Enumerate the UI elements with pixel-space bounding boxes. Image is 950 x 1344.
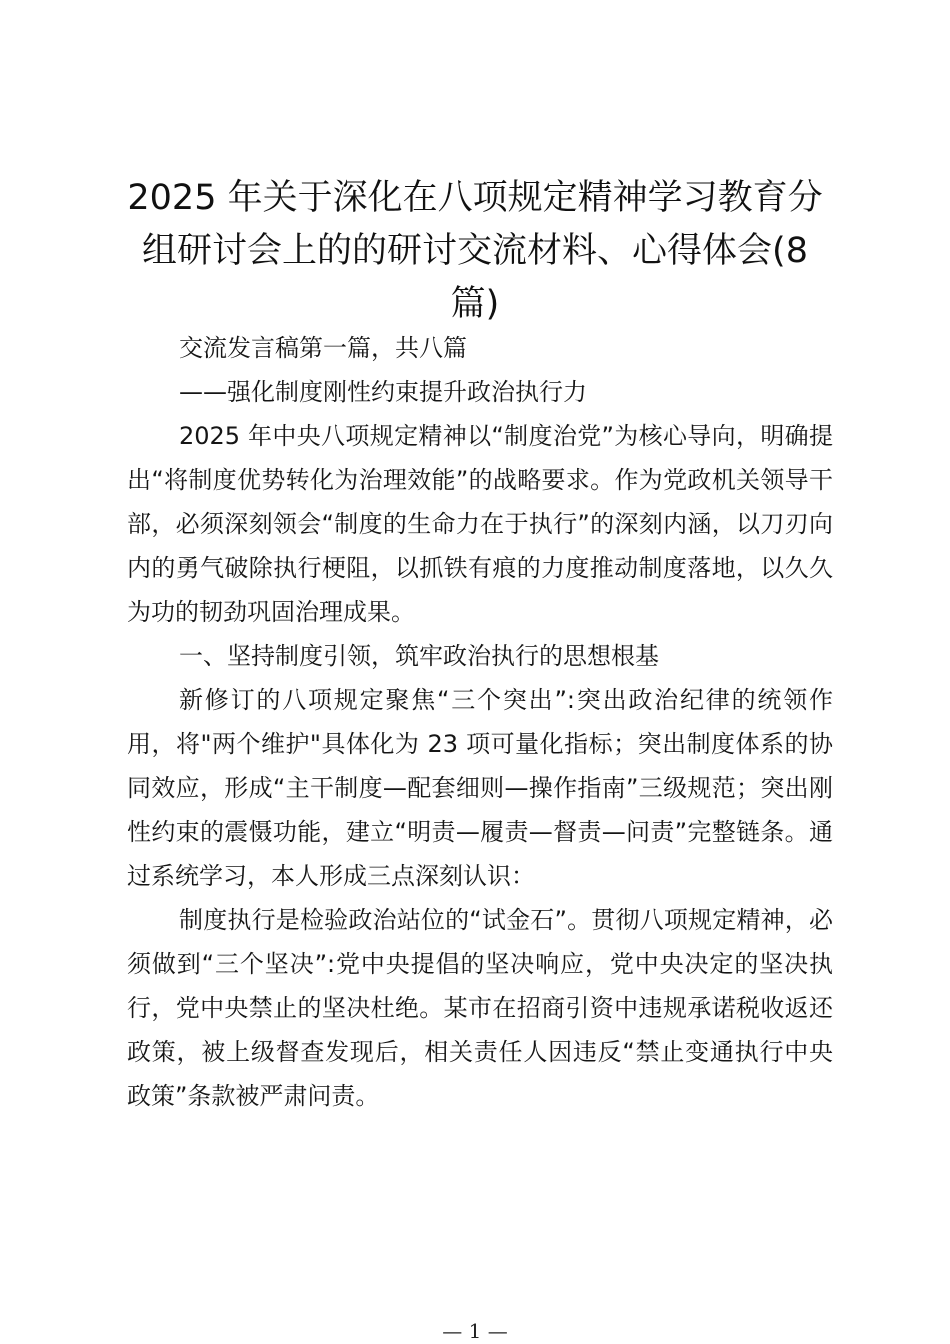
page-number: — 1 — (442, 1319, 508, 1343)
paragraph-subtitle-intro: 交流发言稿第一篇，共八篇 (179, 334, 467, 362)
paragraph-section-1: 新修订的八项规定聚焦“三个突出”:突出政治纪律的统领作用，将"两个维护"具体化为 23 项可量化指标；突出制度体系的协同效应，形成“主干制度—配套细则—操作指南”三级规范；突出刚性约束的震慑功能，建立“明责—履责—督责—问责”完整链条。通过系统学习，本人形成三点深刻认识： (127, 686, 833, 890)
section-heading-1: 一、坚持制度引领，筑牢政治执行的思想根基 (179, 642, 659, 670)
document-body (127, 326, 833, 1118)
paragraph-opening: 2025 年中央八项规定精神以“制度治党”为核心导向，明确提出“将制度优势转化为治理效能”的战略要求。作为党政机关领导干部，必须深刻领会“制度的生命力在于执行”的深刻内涵，以刀刃向内的勇气破除执行梗阻，以抓铁有痕的力度推动制度落地，以久久为功的韧劲巩固治理成果。 (127, 422, 833, 626)
paragraph-point-1: 制度执行是检验政治站位的“试金石”。贯彻八项规定精神，必须做到“三个坚决”:党中央提倡的坚决响应，党中央决定的坚决执行，党中央禁止的坚决杜绝。某市在招商引资中违规承诺税收返还政策，被上级督查发现后，相关责任人因违反“禁止变通执行中央政策”条款被严肃问责。 (127, 906, 833, 1110)
paragraph-subtitle-theme: ——强化制度刚性约束提升政治执行力 (179, 378, 587, 406)
document-title: 2025 年关于深化在八项规定精神学习教育分组研讨会上的的研讨交流材料、心得体会(8篇) (127, 178, 823, 324)
